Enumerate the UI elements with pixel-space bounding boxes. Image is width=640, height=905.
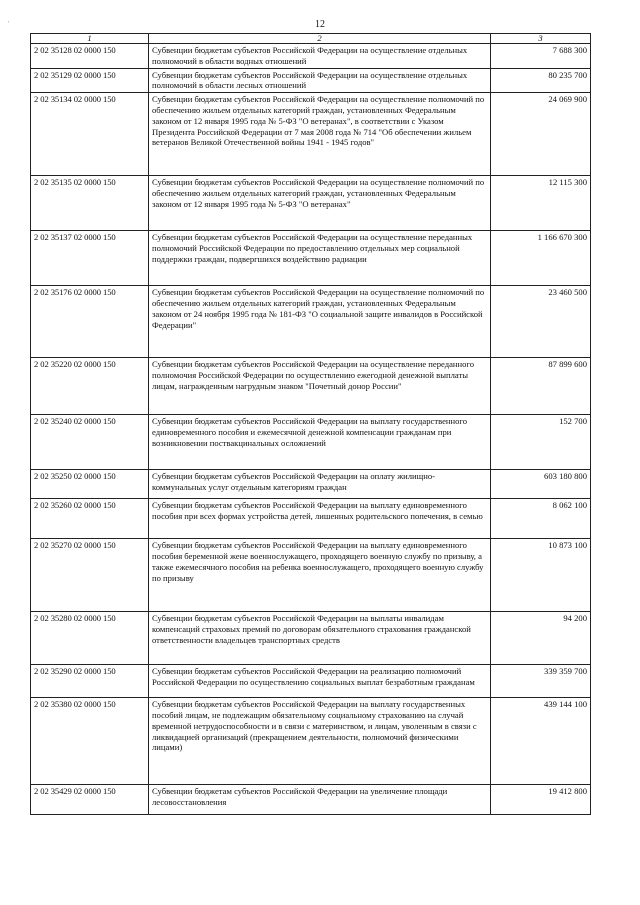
row-amount: 603 180 800 bbox=[491, 470, 591, 499]
table-row bbox=[31, 93, 591, 176]
column-header: 1 bbox=[31, 34, 149, 44]
row-description: Субвенции бюджетам субъектов Российской Федерации на увеличение площади лесовосстановления bbox=[149, 785, 491, 815]
row-description: Субвенции бюджетам субъектов Российской Федерации на выплату государственного единовременного пособия и ежемесячной денежной компенсации гражданам при возникновении поствакцинальных осложнений bbox=[149, 415, 491, 470]
row-amount: 19 412 800 bbox=[491, 785, 591, 815]
row-amount: 12 115 300 bbox=[491, 176, 591, 231]
table-row bbox=[31, 698, 591, 785]
row-description: Субвенции бюджетам субъектов Российской Федерации на осуществление полномочий по обеспечению жильем отдельных категорий граждан, установленных Федеральным законом от 24 ноября 1995 года № 181-ФЗ "О социальной защите инвалидов в Российской Федерации" bbox=[149, 286, 491, 358]
table-row bbox=[31, 499, 591, 539]
row-code: 2 02 35134 02 0000 150 bbox=[31, 93, 149, 176]
row-amount: 87 899 600 bbox=[491, 358, 591, 415]
row-code: 2 02 35380 02 0000 150 bbox=[31, 698, 149, 785]
row-code: 2 02 35128 02 0000 150 bbox=[31, 44, 149, 69]
row-description: Субвенции бюджетам субъектов Российской Федерации на осуществление отдельных полномочий в области водных отношений bbox=[149, 44, 491, 69]
row-description: Субвенции бюджетам субъектов Российской Федерации на выплату государственных пособий лицам, не подлежащим обязательному социальному страхованию на случай временной нетрудоспособности и в связи с материнством, и лицам, уволенным в связи с ликвидацией организаций (прекращением деятельности, полномочий физическими лицами) bbox=[149, 698, 491, 785]
page-number: 12 bbox=[315, 19, 325, 30]
row-amount: 94 200 bbox=[491, 612, 591, 665]
row-description: Субвенции бюджетам субъектов Российской Федерации на осуществление переданных полномочий Российской Федерации по предоставлению отдельных мер социальной поддержки граждан, подвергшихся воздействию радиации bbox=[149, 231, 491, 286]
row-amount: 1 166 670 300 bbox=[491, 231, 591, 286]
row-code: 2 02 35220 02 0000 150 bbox=[31, 358, 149, 415]
table-row bbox=[31, 286, 591, 358]
row-description: Субвенции бюджетам субъектов Российской Федерации на осуществление переданного полномочия Российской Федерации по осуществлению ежегодной денежной выплаты лицам, награжденным нагрудным знаком "Почетный донор России" bbox=[149, 358, 491, 415]
table-row bbox=[31, 470, 591, 499]
row-amount: 152 700 bbox=[491, 415, 591, 470]
row-description: Субвенции бюджетам субъектов Российской Федерации на осуществление полномочий по обеспечению жильем отдельных категорий граждан, установленных Федеральным законом от 12 января 1995 года № 5-ФЗ "О ветеранах", в соответствии с Указом Президента Российской Федерации от 7 мая 2008 года № 714 "Об обеспечении жильем ветеранов Великой Отечественной войны 1941 - 1945 годов" bbox=[149, 93, 491, 176]
row-amount: 10 873 100 bbox=[491, 539, 591, 612]
table-row bbox=[31, 612, 591, 665]
table-row bbox=[31, 176, 591, 231]
row-amount: 7 688 300 bbox=[491, 44, 591, 69]
row-description: Субвенции бюджетам субъектов Российской Федерации на реализацию полномочий Российской Федерации по осуществлению социальных выплат безработным гражданам bbox=[149, 665, 491, 698]
budget-table bbox=[30, 33, 591, 815]
row-amount: 24 069 900 bbox=[491, 93, 591, 176]
table-row bbox=[31, 665, 591, 698]
row-description: Субвенции бюджетам субъектов Российской Федерации на оплату жилищно-коммунальных услуг отдельным категориям граждан bbox=[149, 470, 491, 499]
column-header: 2 bbox=[149, 34, 491, 44]
row-code: 2 02 35280 02 0000 150 bbox=[31, 612, 149, 665]
row-code: 2 02 35137 02 0000 150 bbox=[31, 231, 149, 286]
row-amount: 23 460 500 bbox=[491, 286, 591, 358]
table-row bbox=[31, 44, 591, 69]
row-code: 2 02 35129 02 0000 150 bbox=[31, 68, 149, 93]
row-amount: 439 144 100 bbox=[491, 698, 591, 785]
table-row bbox=[31, 415, 591, 470]
column-number-row bbox=[31, 34, 591, 44]
row-code: 2 02 35176 02 0000 150 bbox=[31, 286, 149, 358]
margin-mark: ' bbox=[8, 20, 10, 28]
row-description: Субвенции бюджетам субъектов Российской Федерации на осуществление отдельных полномочий в области лесных отношений bbox=[149, 68, 491, 93]
row-amount: 339 359 700 bbox=[491, 665, 591, 698]
table-row bbox=[31, 785, 591, 815]
row-amount: 80 235 700 bbox=[491, 68, 591, 93]
table-row bbox=[31, 358, 591, 415]
row-code: 2 02 35429 02 0000 150 bbox=[31, 785, 149, 815]
table-row bbox=[31, 231, 591, 286]
row-code: 2 02 35240 02 0000 150 bbox=[31, 415, 149, 470]
table-row bbox=[31, 539, 591, 612]
row-description: Субвенции бюджетам субъектов Российской Федерации на выплату единовременного пособия при всех формах устройства детей, лишенных родительского попечения, в семью bbox=[149, 499, 491, 539]
row-code: 2 02 35270 02 0000 150 bbox=[31, 539, 149, 612]
column-header: 3 bbox=[491, 34, 591, 44]
table-row bbox=[31, 68, 591, 93]
row-code: 2 02 35135 02 0000 150 bbox=[31, 176, 149, 231]
row-amount: 8 062 100 bbox=[491, 499, 591, 539]
row-code: 2 02 35290 02 0000 150 bbox=[31, 665, 149, 698]
row-description: Субвенции бюджетам субъектов Российской Федерации на осуществление полномочий по обеспечению жильем отдельных категорий граждан, установленных Федеральным законом от 12 января 1995 года № 5-ФЗ "О ветеранах" bbox=[149, 176, 491, 231]
row-code: 2 02 35260 02 0000 150 bbox=[31, 499, 149, 539]
row-code: 2 02 35250 02 0000 150 bbox=[31, 470, 149, 499]
row-description: Субвенции бюджетам субъектов Российской Федерации на выплату единовременного пособия беременной жене военнослужащего, проходящего военную службу по призыву, а также ежемесячного пособия на ребенка военнослужащего, проходящего военную службу по призыву bbox=[149, 539, 491, 612]
row-description: Субвенции бюджетам субъектов Российской Федерации на выплаты инвалидам компенсаций страховых премий по договорам обязательного страхования гражданской ответственности владельцев транспортных средств bbox=[149, 612, 491, 665]
